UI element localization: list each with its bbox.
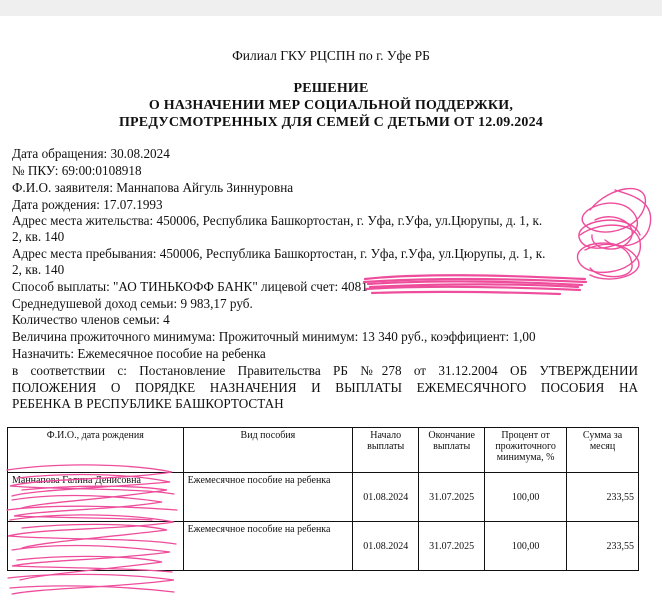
col-header-sum: Сумма за месяц (567, 428, 639, 473)
redaction-scribble-address (560, 180, 660, 290)
row-end: 31.07.2025 (419, 522, 485, 571)
col-header-start: Начало выплаты (353, 428, 419, 473)
col-header-percent: Процент от прожиточного минимума, % (485, 428, 567, 473)
redaction-scribble-account (360, 271, 590, 299)
row-start: 01.08.2024 (353, 522, 419, 571)
decision-subtitle-1: О НАЗНАЧЕНИИ МЕР СОЦИАЛЬНОЙ ПОДДЕРЖКИ, (148, 98, 514, 113)
col-header-end: Окончание выплаты (419, 428, 485, 473)
legal-basis-line-1: в соответствии с: Постановление Правительства РБ №278 от 31.12.2004 ОБ УТВЕРЖДЕНИИ (12, 363, 638, 378)
table-header-row (8, 428, 639, 473)
row-sum: 233,55 (567, 473, 639, 522)
row-sum: 233,55 (567, 522, 639, 571)
residence-address-line-1: Адрес места жительства: 450006, Республика Башкортостан, г. Уфа, г.Уфа, ул.Цюрупы, д. 1, к. (12, 213, 543, 228)
col-header-name: Ф.И.О., дата рождения (8, 428, 184, 473)
row-type: Ежемесячное пособие на ребенка (183, 473, 353, 522)
stay-address-line-2: 2, кв. 140 (12, 262, 65, 277)
row-percent: 100,00 (485, 473, 567, 522)
birth-date: Дата рождения: 17.07.1993 (12, 197, 163, 212)
table-row (8, 522, 639, 571)
subsistence-minimum: Величина прожиточного минимума: Прожиточный минимум: 13 340 руб., коэффициент: 1,00 (12, 329, 536, 344)
row-type: Ежемесячное пособие на ребенка (183, 522, 353, 571)
application-date: Дата обращения: 30.08.2024 (12, 146, 170, 161)
payment-method: Способ выплаты: "АО ТИНЬКОФФ БАНК" лицевой счет: 4081 (12, 279, 368, 294)
branch-name: Филиал ГКУ РЦСПН по г. Уфе РБ (232, 48, 430, 63)
assigned-benefit: Назначить: Ежемесячное пособие на ребенка (12, 346, 266, 361)
legal-basis-line-2: ПОЛОЖЕНИЯ О ПОРЯДКЕ НАЗНАЧЕНИЯ И ВЫПЛАТЫ ЕЖЕМЕСЯЧНОГО ПОСОБИЯ НА (12, 380, 638, 395)
col-header-type: Вид пособия (183, 428, 353, 473)
row-percent: 100,00 (485, 522, 567, 571)
row-start: 01.08.2024 (353, 473, 419, 522)
residence-address-line-2: 2, кв. 140 (12, 229, 65, 244)
family-income: Среднедушевой доход семьи: 9 983,17 руб. (12, 296, 253, 311)
legal-basis-line-3: РЕБЕНКА В РЕСПУБЛИКЕ БАШКОРТОСТАН (12, 396, 284, 411)
benefits-table (7, 427, 639, 571)
family-members-count: Количество членов семьи: 4 (12, 312, 170, 327)
row-end: 31.07.2025 (419, 473, 485, 522)
stay-address-line-1: Адрес места пребывания: 450006, Республика Башкортостан, г. Уфа, г.Уфа, ул.Цюрупы, д. 1, к. (12, 246, 546, 261)
decision-title: РЕШЕНИЕ (293, 81, 369, 96)
applicant-name: Ф.И.О. заявителя: Маннапова Айгуль Зиннуровна (12, 180, 294, 195)
table-row (8, 473, 639, 522)
decision-subtitle-2: ПРЕДУСМОТРЕННЫХ ДЛЯ СЕМЕЙ С ДЕТЬМИ ОТ 12.09.2024 (118, 115, 544, 130)
row-name: Маннапова Галина Денисовна (8, 473, 184, 522)
row-name (8, 522, 184, 571)
viewer-top-bar (0, 0, 662, 16)
pku-number: № ПКУ: 69:00:0108918 (12, 163, 142, 178)
